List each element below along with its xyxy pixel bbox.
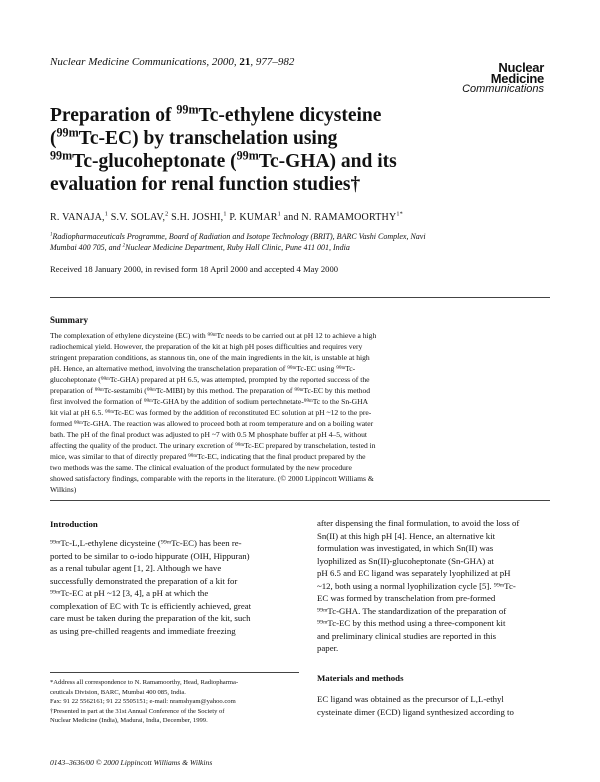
summary-line: preparation of ⁹⁹ᵐTc-sestamibi (⁹⁹ᵐTc-MIBI) by this method. The preparation of ⁹⁹ᵐTc-EC by this method	[50, 386, 371, 395]
body-line: pH 6.5 and EC ligand was separately lyophilized at pH	[317, 568, 511, 578]
summary-line: stringent preparation conditions, as stannous tin, one of the main ingredients in the kit, is unstable at high	[50, 353, 370, 362]
body-line: Sn(II) at this high pH [4]. Hence, an alternative kit	[317, 530, 496, 541]
body-line: EC was formed by transchelation from pre-formed	[317, 593, 496, 603]
summary-line: showed satisfactory findings, comparable with the reports in the literature. (© 2000 Lippincott Williams &	[50, 474, 374, 483]
summary-line: bath. The pH of the final product was adjusted to pH ~7 with 0.5 M phosphate buffer at pH 4–5, without	[50, 430, 368, 439]
methods-text	[317, 693, 553, 718]
logo-line-2: Medicine	[490, 71, 544, 86]
footnote-line: *Address all correspondence to N. Ramamoorthy, Head, Radiopharma-	[50, 679, 239, 686]
footnote-line: Fax: 91 22 5562161; 91 22 5505151; e-mail: nramshyam@yahoo.com	[50, 698, 236, 705]
body-line: ⁹⁹ᵐTc-EC by this method using a three-component kit	[317, 618, 506, 628]
summary-line: radiochemical yield. However, the preparation of the kit at high pH poses difficulties and requires very	[50, 342, 363, 351]
section-heading-introduction: Introduction	[50, 519, 98, 529]
introduction-text	[50, 537, 299, 637]
author-list: R. VANAJA,$^1$ S.V. SOLAV,$^2$ S.H. JOSHI,$^1$ P. KUMAR$^1$ and N. $RAMAMOORTHY^{1*}$	[50, 210, 403, 223]
summary-line: affecting the quality of the product. The urinary excretion of ⁹⁹ᵐTc-EC prepared by transchelation, tested in	[50, 441, 376, 450]
journal-logo	[462, 62, 544, 95]
body-line: lyophilized as Sn(II)-glucoheptonate (Sn-GHA) at	[317, 555, 494, 566]
logo-line-3: Communications	[462, 83, 544, 95]
journal-citation: Nuclear Medicine Communications, 2000, 21, 977–982	[50, 56, 295, 68]
title-line-4: evaluation for renal function studies†	[50, 174, 361, 195]
body-line: ~12, both using a normal lyophilization cycle [5]. ⁹⁹ᵐTc-	[317, 580, 516, 591]
summary-line: formed ⁹⁹ᵐTc-GHA. The reaction was allowed to proceed both at room temperature and on a boiling water	[50, 419, 374, 428]
body-line: after dispensing the final formulation, to avoid the loss of	[317, 518, 520, 528]
footnote-line: ceuticals Division, BARC, Mumbai 400 085, India.	[50, 688, 186, 696]
footnote-line: Nuclear Medicine (India), Madurai, India, December, 1999.	[50, 717, 208, 724]
introduction-line: ⁹⁹ᵐTc-EC at pH ~12 [3, 4], a pH at which the	[50, 588, 209, 598]
summary-line: pH. Hence, an alternative method, involving the transchelation preparation of ⁹⁹ᵐTc-EC using ⁹⁹ᵐTc-	[50, 364, 356, 373]
footnote-line: †Presented in part at the 31st Annual Conference of the Society of	[50, 707, 225, 715]
body-line: paper.	[317, 643, 339, 653]
title-line-2: ($^{99m}$Tc-EC) by transchelation using	[50, 125, 338, 149]
title-line-1: Preparation of $^{99m}$Tc-ethylene dicysteine	[50, 102, 382, 126]
summary-body	[50, 330, 550, 495]
divider-top	[50, 297, 550, 298]
footnotes	[50, 672, 299, 726]
introduction-line: as a renal tubular agent [1, 2]. Although we have	[50, 563, 222, 573]
summary-line: first involved the formation of ⁹⁹ᵐTc-GHA by the addition of sodium pertechnetate-⁹⁹ᵐTc to the Sn-GHA	[50, 397, 369, 406]
introduction-line: ported to be similar to o-iodo hippurate (OIH, Hippuran)	[50, 550, 250, 561]
summary-line: glucoheptonate (⁹⁹ᵐTc-GHA) prepared at pH 6.5, was attempted, prompted by the reported success of the	[50, 375, 370, 384]
methods-line: cysteinate dimer (ECD) ligand synthesized according to	[317, 706, 514, 717]
summary-line: two methods was the same. The clinical evaluation of the product formulated by the new procedure	[50, 463, 352, 472]
copyright-footer: 0143–3636/00 © 2000 Lippincott Williams & Wilkins	[50, 758, 213, 767]
body-line: formulation was investigated, in which Sn(II) was	[317, 543, 494, 553]
section-heading-methods: Materials and methods	[317, 673, 404, 683]
summary-line: The complexation of ethylene dicysteine (EC) with ⁹⁹ᵐTc needs to be carried out at pH 12 to achieve a high	[50, 331, 377, 340]
methods-line: EC ligand was obtained as the precursor of L,L-ethyl	[317, 694, 504, 704]
journal-year: 2000	[211, 56, 234, 68]
article-title	[50, 104, 530, 196]
introduction-line: care must be taken during the preparation of the kit, such	[50, 613, 251, 623]
journal-volume: 21	[239, 56, 251, 68]
journal-name: Nuclear Medicine Communications	[50, 56, 207, 68]
introduction-line: as using pre-chilled reagents and immediate freezing	[50, 625, 236, 636]
summary-line: mice, was similar to that of directly prepared ⁹⁹ᵐTc-EC, indicating that the final product prepared by the	[50, 452, 366, 461]
right-column-text	[317, 517, 553, 655]
divider-summary	[50, 500, 550, 501]
body-line: and preliminary clinical studies are reported in this	[317, 630, 497, 641]
introduction-line: ⁹⁹ᵐTc-L,L-ethylene dicysteine (⁹⁹ᵐTc-EC) has been re-	[50, 538, 242, 548]
title-line-3: $^{99m}$Tc-glucoheptonate ($^{99m}$Tc-GHA) and its	[50, 148, 397, 172]
journal-pages: 977–982	[255, 56, 295, 68]
body-line: ⁹⁹ᵐTc-GHA. The standardization of the preparation of	[317, 605, 507, 616]
introduction-line: successfully demonstrated the preparation of a kit for	[50, 575, 238, 586]
affiliations: $^1$Radiopharmaceuticals Programme, Board of Radiation and Isotope Technology (BRIT), BARC Vashi Complex, Navi Mumbai 400 705, and $^2$Nuclear Medicine Department, Ruby Hall Clinic, Pune 411 001, India	[50, 232, 426, 252]
summary-line: Wilkins)	[50, 485, 77, 494]
logo-line-1: Nuclear	[498, 60, 544, 75]
summary-heading: Summary	[50, 315, 88, 325]
introduction-line: complexation of EC with Tc is efficiently achieved, great	[50, 600, 252, 611]
summary-line: kit vial at pH 6.5. ⁹⁹ᵐTc-EC was formed by the addition of reconstituted EC solution at pH ~12 to the pre-	[50, 408, 372, 417]
received-dates: Received 18 January 2000, in revised form 18 April 2000 and accepted 4 May 2000	[50, 264, 339, 274]
